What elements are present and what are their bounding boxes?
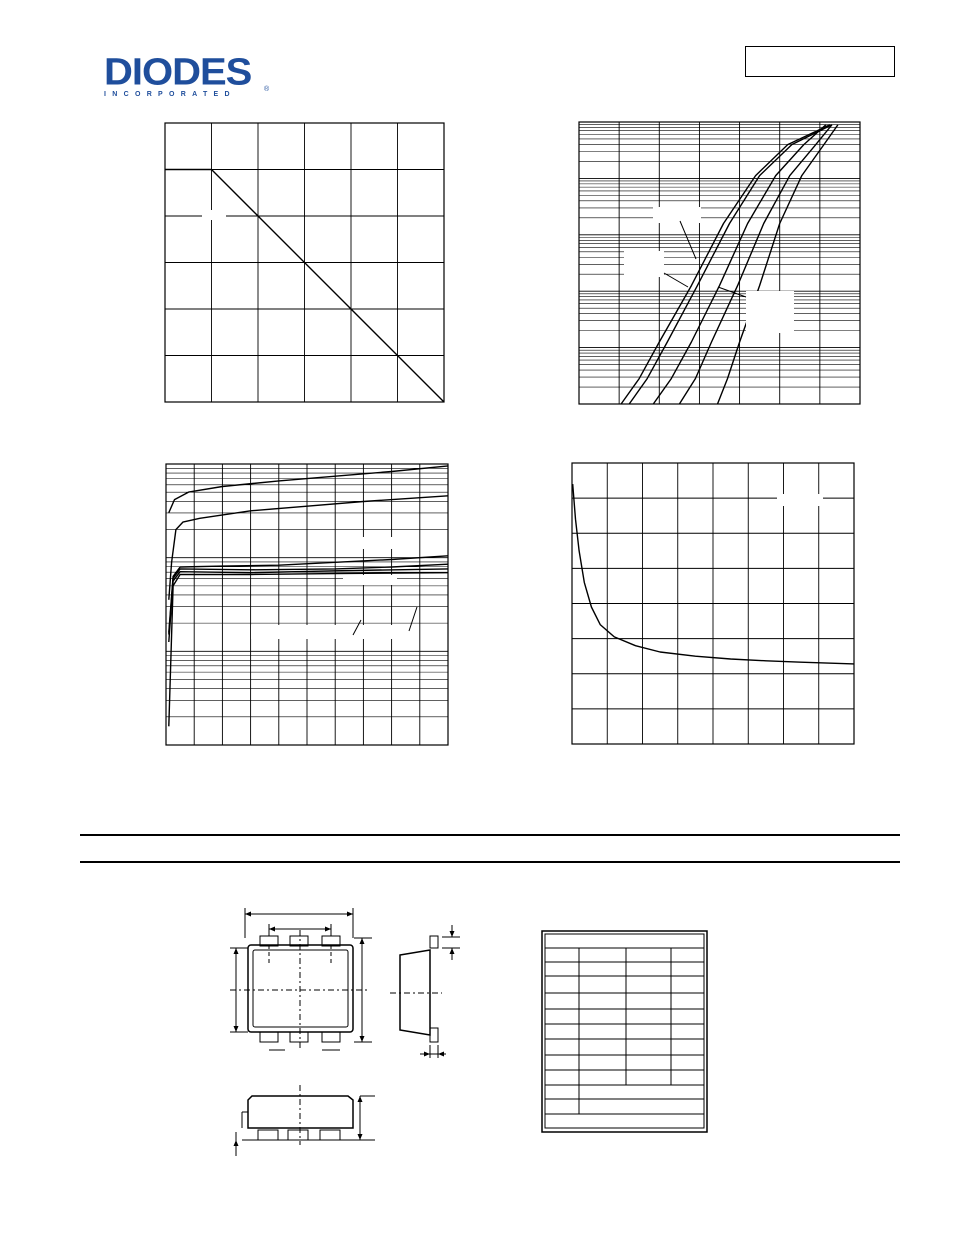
lead-pad	[322, 1032, 340, 1042]
label-box	[746, 291, 794, 333]
section-rule-bottom	[80, 861, 900, 863]
logo-wordmark: DIODES	[104, 51, 252, 93]
leader-line	[409, 607, 417, 631]
chart-derating	[164, 122, 445, 403]
label-box	[202, 210, 226, 220]
label-box	[251, 625, 403, 639]
diodes-logo	[104, 52, 274, 100]
dimensions-table	[541, 930, 709, 1134]
leader-line	[664, 273, 688, 287]
label-box	[653, 207, 701, 223]
chart-capacitance	[571, 462, 855, 745]
chart-gain-characteristics	[165, 463, 449, 746]
series-line-2	[169, 496, 448, 600]
label-box	[347, 537, 401, 549]
package-outline-drawing	[220, 900, 470, 1165]
label-box	[624, 251, 664, 277]
lead-pad	[260, 1032, 278, 1042]
registered-mark-icon: ®	[264, 86, 270, 93]
label-box	[343, 575, 397, 585]
chart-transfer-characteristics	[578, 121, 861, 405]
lead-pad	[290, 1032, 308, 1042]
logo-tagline: INCORPORATED	[104, 91, 236, 98]
grid	[579, 122, 860, 404]
plot-frame	[579, 122, 860, 404]
leader-line	[718, 287, 746, 297]
series-line-6	[169, 573, 448, 727]
label-box	[777, 494, 823, 506]
part-number-box	[745, 46, 895, 77]
section-rule-top	[80, 834, 900, 836]
series-line-3	[169, 556, 448, 633]
